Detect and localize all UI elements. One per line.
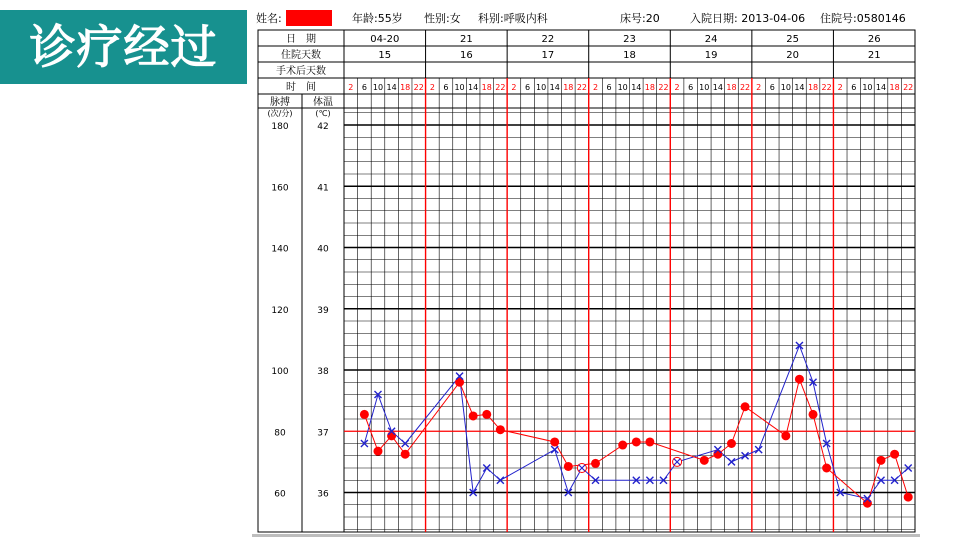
time-label: 2 [837,83,843,92]
temp-point [551,446,558,453]
time-label: 14 [875,83,887,92]
pulse-point [496,425,505,434]
time-label: 10 [617,83,628,92]
temp-point [755,446,762,453]
hospital-day-label: 16 [459,50,473,61]
temp-axis-title: 体温 [313,97,333,108]
temp-tick-label: 36 [317,489,329,500]
time-label: 14 [712,83,723,92]
time-label: 10 [454,83,465,92]
hospital-day-label: 19 [704,50,718,61]
date-label: 26 [867,34,881,45]
pulse-point [781,431,790,440]
sex-field: 性别:女 [424,12,461,25]
time-label: 18 [807,83,819,92]
slide-bottom-divider [252,534,920,537]
time-label: 22 [576,83,588,92]
hospital-day-label: 20 [786,50,800,61]
date-label: 23 [623,34,636,45]
pulse-point [727,439,736,448]
time-label: 10 [699,83,710,92]
pulse-tick-label: 120 [271,305,289,316]
pulse-tick-label: 80 [274,428,286,439]
pulse-point [482,410,491,419]
pulse-point [373,447,382,456]
time-label: 10 [536,83,547,92]
pulse-tick-label: 100 [271,367,289,377]
time-label: 6 [524,83,531,92]
department-field: 科别:呼吸内科 [478,12,548,25]
time-label: 18 [400,83,411,92]
time-label: 10 [862,83,873,92]
pulse-point [632,437,641,446]
pulse-tick-label: 180 [271,122,289,132]
table-frame [258,30,915,532]
bed-field: 床号:20 [620,12,660,25]
pulse-point [863,499,872,508]
temp-tick-label: 39 [317,305,329,316]
time-label: 2 [756,83,762,92]
temp-series-line [364,346,908,499]
record-number: 住院号:0580146 [820,12,906,25]
time-label: 18 [889,83,900,92]
pulse-point [890,450,899,459]
row-label: 住院天数 [281,50,321,61]
time-label: 6 [443,83,449,92]
admission-date: 入院日期: 2013-04-06 [690,12,806,25]
time-label: 6 [769,83,775,92]
pulse-point [360,410,369,419]
pulse-point [591,459,600,468]
pulse-point [618,441,627,450]
time-label: 6 [851,83,857,92]
pulse-point [795,375,804,384]
time-label: 22 [821,83,832,92]
time-label: 14 [549,83,560,92]
time-label: 18 [481,83,492,92]
time-label: 18 [563,83,574,92]
date-label: 24 [704,34,718,45]
pulse-point [822,464,831,473]
row-label: 手术后天数 [276,66,326,77]
pulse-point [809,410,818,419]
time-label: 2 [674,83,680,92]
time-label: 18 [726,83,737,92]
row-label: 日 期 [286,34,316,45]
time-label: 18 [644,83,655,92]
pulse-point [700,456,709,465]
time-label: 2 [511,83,517,92]
name-label: 姓名: [256,12,282,25]
time-label: 10 [780,83,791,92]
age-field: 年龄:55岁 [352,12,403,25]
pulse-point [550,437,559,446]
pulse-tick-label: 160 [271,183,289,194]
slide-title: 诊疗经过 [0,10,247,84]
pulse-point [713,450,722,459]
date-label: 21 [459,34,473,45]
time-label: 2 [592,83,599,92]
time-label: 22 [658,83,669,92]
temp-tick-label: 41 [317,183,329,194]
temp-tick-label: 38 [317,367,329,377]
time-label: 6 [688,83,694,92]
time-label: 14 [386,83,397,92]
pulse-point [469,411,478,420]
pulse-point [741,402,750,411]
pulse-point [564,462,573,471]
temp-point [728,458,735,465]
pulse-point [401,450,410,459]
pulse-axis-title: 脉搏 [270,97,290,108]
time-label: 6 [361,83,367,92]
hospital-day-label: 17 [541,50,555,61]
date-label: 25 [786,34,800,45]
pulse-unit: (次/分) [267,109,293,118]
time-label: 2 [429,83,435,92]
time-label: 14 [631,83,642,92]
hospital-day-label: 15 [378,50,392,61]
time-label: 6 [606,83,612,92]
time-label: 10 [372,83,384,92]
time-label: 22 [413,83,424,92]
row-label: 时 间 [286,82,316,93]
temp-tick-label: 37 [317,428,329,439]
pulse-tick-label: 140 [271,244,289,255]
pulse-point [387,431,396,440]
time-label: 22 [903,83,914,92]
time-label: 14 [794,83,805,92]
date-label: 22 [541,34,555,45]
temp-unit: (℃) [315,109,331,118]
pulse-tick-label: 60 [274,489,286,500]
time-label: 22 [739,83,751,92]
time-label: 22 [495,83,506,92]
hospital-day-label: 21 [867,50,881,61]
temp-tick-label: 40 [317,244,329,255]
time-label: 2 [348,83,354,92]
hospital-day-label: 18 [623,50,636,61]
pulse-point [877,456,886,465]
pulse-point [904,493,913,502]
time-label: 14 [468,83,479,92]
temp-tick-label: 42 [317,122,329,132]
pulse-point [645,437,654,446]
date-label: 04-20 [370,34,400,45]
